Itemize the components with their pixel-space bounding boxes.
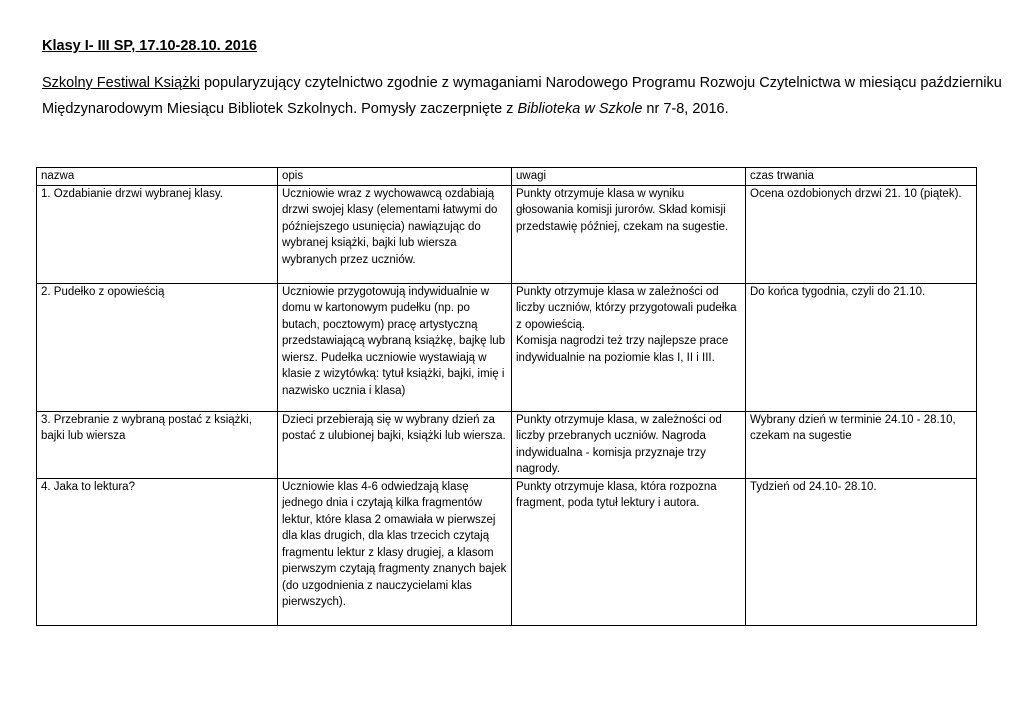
cell-opis: Dzieci przebierają się w wybrany dzień za postać z ulubionej bajki, książki lub wiersza.: [278, 411, 512, 478]
header-nazwa: nazwa: [37, 168, 278, 186]
cell-czas: Do końca tygodnia, czyli do 21.10.: [746, 283, 977, 411]
cell-czas: Wybrany dzień w terminie 24.10 - 28.10, czekam na sugestie: [746, 411, 977, 478]
cell-nazwa: 4. Jaka to lektura?: [37, 478, 278, 625]
cell-uwagi: Punkty otrzymuje klasa w wyniku głosowania komisji jurorów. Skład komisji przedstawię później, czekam na sugestie.: [512, 185, 746, 283]
header-czas: czas trwania: [746, 168, 977, 186]
table-row: [37, 283, 977, 411]
page-title: Klasy I- III SP, 17.10-28.10. 2016: [42, 38, 257, 54]
cell-uwagi-line: Komisja nagrodzi też trzy najlepsze prace indywidualnie na poziomie klas I, II i III.: [516, 335, 729, 364]
cell-czas: Tydzień od 24.10- 28.10.: [746, 478, 977, 625]
header-opis: opis: [278, 168, 512, 186]
intro-text-end: nr 7-8, 2016.: [642, 101, 729, 117]
cell-czas: Ocena ozdobionych drzwi 21. 10 (piątek).: [746, 185, 977, 283]
intro-text: popularyzujący czytelnictwo zgodnie z wymaganiami Narodowego Programu Rozwoju Czytelnictwa w miesiącu październiku Międzynarodowym Miesiącu Bibliotek Szkolnych. Pomysły zaczerpnięte z: [42, 75, 1002, 117]
cell-uwagi-line: Punkty otrzymuje klasa w zależności od liczby uczniów, którzy przygotowali pudełka z opowieścią.: [516, 285, 737, 331]
magazine-title: Biblioteka w Szkole: [517, 101, 643, 117]
cell-uwagi: [512, 283, 746, 411]
table-row: [37, 478, 977, 625]
activities-table: [36, 167, 977, 626]
header-uwagi: uwagi: [512, 168, 746, 186]
cell-nazwa: 2. Pudełko z opowieścią: [37, 283, 278, 411]
table-header-row: [37, 168, 977, 186]
cell-opis: Uczniowie przygotowują indywidualnie w domu w kartonowym pudełku (np. po butach, pocztowym) pracę artystyczną przedstawiającą wybraną książkę, bajkę lub wiersz. Pudełka uczniowie wystawiają w klasie z wizytówką: tytuł książki, bajki, imię i nazwisko ucznia i klasa): [278, 283, 512, 411]
cell-uwagi: Punkty otrzymuje klasa, która rozpozna fragment, poda tytuł lektury i autora.: [512, 478, 746, 625]
cell-nazwa: 3. Przebranie z wybraną postać z książki, bajki lub wiersza: [37, 411, 278, 478]
table-row: [37, 411, 977, 478]
cell-opis: Uczniowie wraz z wychowawcą ozdabiają drzwi swojej klasy (elementami łatwymi do późniejszego usunięcia) nawiązując do wybranej książki, bajki lub wiersza wybranych przez uczniów.: [278, 185, 512, 283]
cell-nazwa: 1. Ozdabianie drzwi wybranej klasy.: [37, 185, 278, 283]
intro-paragraph: [42, 70, 1002, 122]
festival-name: Szkolny Festiwal Książki: [42, 75, 200, 91]
table-row: [37, 185, 977, 283]
cell-opis: Uczniowie klas 4-6 odwiedzają klasę jednego dnia i czytają kilka fragmentów lektur, które klasa 2 omawiała w pierwszej dla klas drugich, dla klas trzecich czytają fragmentu lektur z klasy drugiej, a klasom pierwszym czytają fragmenty znanych bajek (do uzgodnienia z nauczycielami klas pierwszych).: [278, 478, 512, 625]
cell-uwagi: Punkty otrzymuje klasa, w zależności od liczby przebranych uczniów. Nagroda indywidualna - komisja przyznaje trzy nagrody.: [512, 411, 746, 478]
